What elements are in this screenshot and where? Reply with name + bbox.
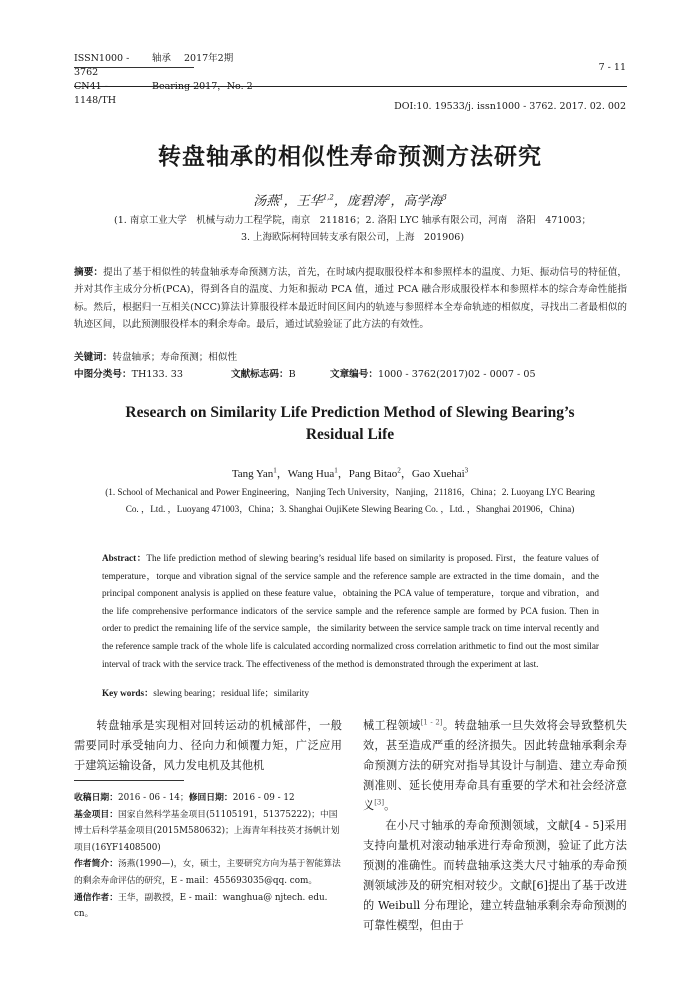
keywords-cn: 关键词：转盘轴承；寿命预测；相似性 [74, 352, 238, 363]
author-en: Pang Bitao [348, 468, 398, 480]
affiliation-cn: (1. 南京工业大学 机械与动力工程学院，南京 211816；2. 洛阳 LYC 轴承有限公司，河南 洛阳 471003； 3. 上海欧际柯特回转支承有限公司，上海 201906) [113, 215, 592, 243]
header-divider-short [74, 67, 194, 68]
issn: ISSN1000 - 3762 [74, 53, 130, 78]
authors-en: Tang Yan$^1$，Wang Hua$^1$，Pang Bitao$^2$，Gao Xuehai$^3$ [231, 466, 469, 480]
journal-header [74, 52, 253, 108]
author-en: Tang Yan [231, 468, 274, 480]
doi: DOI:10. 19533/j. issn1000 - 3762. 2017. 02. 002 [394, 101, 626, 112]
body-paragraph: 在小尺寸轴承的寿命预测领域，文献[4 - 5]采用支持向量机对滚动轴承进行寿命预测，验证了此方法预测的准确性。而转盘轴承这类大尺寸轴承的寿命预测领域涉及的研究相对较少。文献[6]提出了基于改进的 Weibull 分布理论，建立转盘轴承剩余寿命预测的可靠性模型，但由于 [363, 819, 627, 932]
affiliation-en: (1. School of Mechanical and Power Engineering，Nanjing Tech University，Nanjing，211816，China；2. Luoyang LYC Bearing Co. ，Ltd. ，Luoyang 471003，China；3. Shanghai OujiKete Slewing Bearing Co. ，Ltd. ，Shanghai 201906，China) [105, 487, 595, 514]
fund-info: 基金项目：国家自然科学基金项目(51105191，51375222)；中国博士后科学基金项目(2015M580632)；上海青年科技英才扬帆计划项目(16YF1408500) [74, 809, 340, 853]
body-paragraph: 转盘轴承是实现相对回转运动的机械部件，一般需要同时承受轴向力、径向力和倾覆力矩，广泛应用于建筑运输设备，风力发电机及其他机 [74, 719, 342, 772]
author-cn: 王华 [296, 194, 323, 209]
citation: [1 - 2] [420, 718, 443, 727]
journal-name-cn: 轴承 [152, 53, 172, 64]
issue-cn: 2017年2期 [184, 53, 234, 64]
document-code: 文献标志码：B [231, 369, 296, 380]
abstract-en: Abstract：The life prediction method of slewing bearing’s residual life based on similarity is proposed. First，the feature values of temperature，torque and vibration signal of the service sample and the reference sample are extracted in the time domain，and the principal component analysis is applied on these feature value，obtaining the PCA value of temperature，torque and vibration，and the life comprehensive performance indicators of the service sample and the reference sample are formed by PCA fusion. Then in order to predict the remaining life of the service sample，the similarity between the service sample track on time interval recently and the reference sample track of the whole life is calculated according normalized cross correlation arithmetic to find out the most similar interval of track with the service track. The effectiveness of the method is demonstrated through the experiment at last. [102, 553, 599, 669]
body-paragraph: 械工程领域[1 - 2]。转盘轴承一旦失效将会导致整机失效，甚至造成严重的经济损失。因此转盘轴承剩余寿命预测方法的研究对指导其设计与制造、建立寿命预测准则、延长使用寿命具有重要的学术和社会经济意义[3]。 [363, 718, 627, 812]
body-left-column [74, 716, 342, 776]
author-en: Gao Xuehai [411, 468, 465, 480]
author-cn: 庞碧涛 [346, 194, 386, 209]
article-number: 文章编号：1000 - 3762(2017)02 - 0007 - 05 [330, 369, 536, 380]
abstract-en-label: Abstract： [102, 553, 147, 563]
author-en: Wang Hua [287, 468, 335, 480]
footnote-divider [74, 780, 184, 781]
clc-number: 中图分类号：TH133. 33 [74, 369, 183, 380]
page-range: 7 - 11 [598, 62, 626, 73]
author-info: 作者简介：汤燕(1990—)，女，硕士，主要研究方向为基于智能算法的剩余寿命评估的研究，E - mail：455693035@qq. com。 [74, 859, 341, 886]
journal-name-en: Bearing 2017，No. 2 [152, 81, 253, 92]
abstract-cn: 摘要：提出了基于相似性的转盘轴承寿命预测方法，首先，在时域内提取服役样本和参照样本的温度、力矩、振动信号的特征值，并对其作主成分分析(PCA)，得到各自的温度、力矩和振动 PCA 值，通过 PCA 融合形成服役样本和参照样本的综合寿命性能指标。然后，根据归一互相关(NCC)算法计算服役样本最近时间区间内的轨迹与参照样本全寿命轨迹的相似度，寻找出二者最相似的轨迹区间，以此预测服役样本的剩余寿命。最后，通过试验验证了此方法的有效性。 [74, 267, 628, 331]
title-cn: 转盘轴承的相似性寿命预测方法研究 [158, 143, 542, 170]
citation: [3] [374, 798, 385, 807]
body-right-column [363, 716, 627, 936]
author-cn: 高学海 [403, 194, 443, 209]
header-divider [74, 86, 627, 87]
abstract-cn-label: 摘要： [74, 267, 104, 278]
keywords-en: Key words：slewing bearing；residual life；similarity [102, 688, 309, 698]
corresponding-author: 通信作者：王华，副教授，E - mail：wanghua@ njtech. edu. cn。 [74, 892, 328, 920]
author-cn: 汤燕 [253, 194, 280, 209]
footnotes [74, 790, 342, 923]
cn-number: CN41 - 1148/TH [74, 81, 116, 106]
title-en: Research on Similarity Life Prediction Method of Slewing Bearing’s Residual Life [125, 404, 575, 443]
received-date: 收稿日期：2016 - 06 - 14；修回日期：2016 - 09 - 12 [74, 793, 295, 803]
authors-cn: 汤燕$^1$，王华$^{1,2}$，庞碧涛$^2$，高学海$^3$ [253, 193, 447, 209]
